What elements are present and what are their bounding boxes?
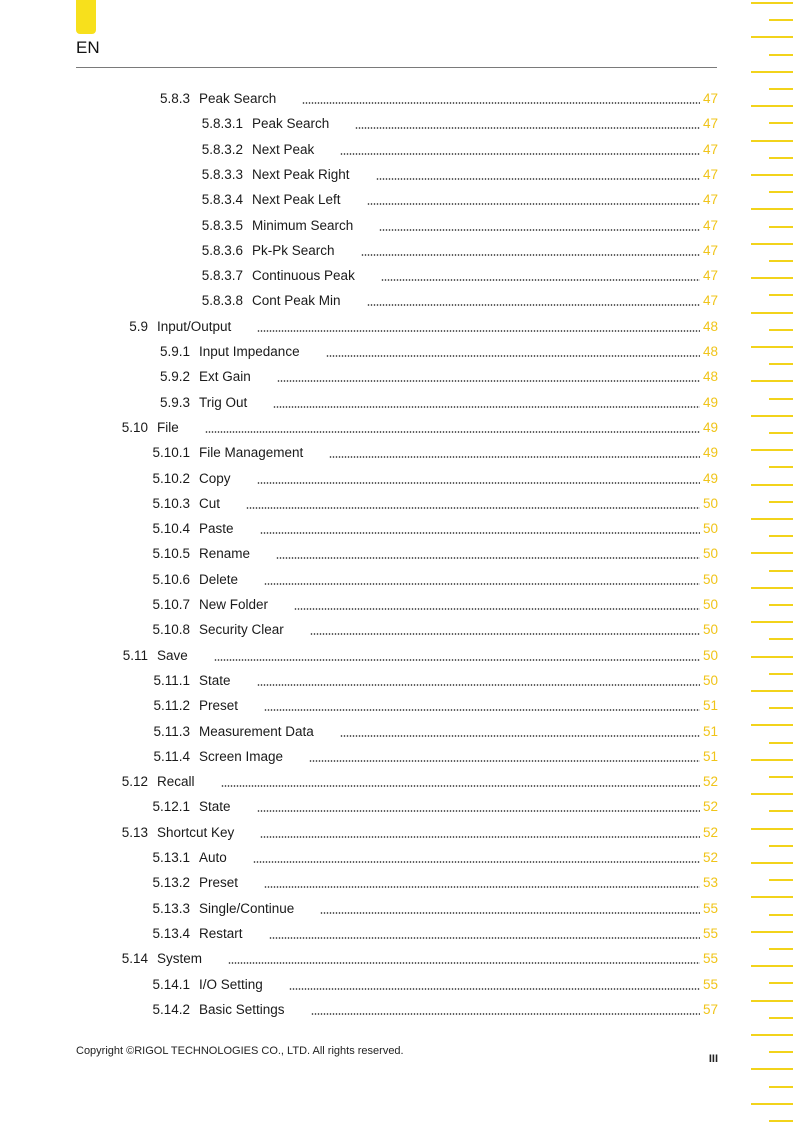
toc-entry[interactable] (0, 216, 793, 236)
toc-entry-number: 5.8.3.4 (201, 192, 243, 208)
toc-entry-title: Save (157, 647, 188, 663)
toc-entry-leader-dots (289, 988, 700, 990)
toc-entry-title: Security Clear (199, 622, 284, 638)
toc-entry-page-link[interactable]: 48 (702, 344, 718, 359)
toc-entry-number: 5.8.3.8 (201, 293, 243, 309)
toc-entry-number: 5.8.3 (159, 91, 190, 106)
page-number: III (708, 1053, 718, 1065)
toc-entry-leader-dots (260, 836, 700, 838)
toc-entry-page-link[interactable]: 50 (702, 546, 718, 562)
toc-entry-page-link[interactable]: 50 (702, 521, 718, 537)
toc-entry-leader-dots (294, 608, 700, 610)
toc-entry-title: Delete (199, 571, 239, 587)
toc-entry-leader-dots (264, 886, 700, 888)
ruler-tick (769, 1086, 793, 1088)
toc-entry-number: 5.10.7 (152, 597, 190, 612)
toc-entry-number: 5.11.1 (153, 672, 190, 688)
toc-entry-page-link[interactable]: 47 (702, 141, 718, 157)
toc-entry-leader-dots (329, 456, 700, 458)
toc-entry-leader-dots (326, 355, 700, 357)
toc-entry-leader-dots (246, 507, 700, 509)
toc-entry-page-link[interactable]: 49 (702, 445, 718, 461)
toc-entry[interactable] (0, 646, 793, 666)
toc-entry-page-link[interactable]: 52 (702, 850, 718, 865)
toc-entry-leader-dots (257, 684, 700, 686)
toc-entry-number: 5.8.3.2 (201, 141, 243, 157)
toc-entry-leader-dots (367, 304, 700, 306)
toc-entry[interactable] (0, 367, 793, 387)
toc-entry-title: Cut (199, 495, 221, 511)
ruler-tick (751, 36, 793, 38)
toc-entry-number: 5.11.4 (153, 748, 190, 764)
toc-entry-leader-dots (309, 760, 700, 762)
toc-entry-number: 5.9.1 (159, 344, 190, 359)
toc-entry-page-link[interactable]: 47 (702, 166, 718, 182)
toc-entry[interactable] (0, 975, 793, 995)
toc-entry-page-link[interactable]: 50 (702, 647, 718, 663)
toc-entry-title: State (199, 672, 231, 688)
toc-entry[interactable] (0, 899, 793, 919)
toc-entry-title: State (199, 799, 231, 815)
toc-entry-number: 5.8.3.5 (201, 217, 243, 233)
toc-entry-page-link[interactable]: 48 (702, 318, 718, 334)
toc-entry-leader-dots (340, 153, 700, 155)
toc-entry-title: Paste (199, 521, 234, 537)
toc-entry-number: 5.10.6 (152, 571, 190, 587)
toc-entry-leader-dots (269, 937, 700, 939)
toc-entry-number: 5.14.1 (152, 976, 190, 992)
ruler-tick (751, 1068, 793, 1070)
toc-entry[interactable] (0, 570, 793, 590)
toc-entry[interactable] (0, 443, 793, 463)
toc-entry-page-link[interactable]: 50 (702, 622, 718, 638)
toc-entry-page-link[interactable]: 47 (702, 293, 718, 309)
toc-entry-title: Restart (199, 925, 243, 941)
toc-entry-title: Rename (199, 546, 251, 562)
toc-entry-leader-dots (311, 1013, 700, 1015)
toc-entry-leader-dots (260, 532, 700, 534)
toc-entry-leader-dots (264, 709, 700, 711)
toc-entry-page-link[interactable]: 51 (702, 723, 718, 739)
toc-entry-title: Minimum Search (252, 217, 354, 233)
toc-entry-title: File Management (199, 445, 304, 461)
ruler-tick (769, 363, 793, 365)
toc-entry-number: 5.10.4 (152, 521, 190, 537)
toc-entry-page-link[interactable]: 52 (702, 824, 718, 840)
toc-entry-title: Preset (199, 698, 239, 714)
toc-entry-title: Ext Gain (199, 369, 251, 385)
toc-entry-number: 5.9.2 (159, 369, 190, 385)
toc-entry-page-link[interactable]: 50 (702, 597, 718, 612)
toc-entry-leader-dots (367, 203, 700, 205)
ruler-tick (751, 2, 793, 4)
ruler-tick (751, 71, 793, 73)
ruler-tick (751, 312, 793, 314)
toc-entry[interactable] (0, 165, 793, 185)
toc-entry[interactable] (0, 848, 793, 868)
toc-entry[interactable] (0, 469, 793, 489)
toc-entry-number: 5.8.3.7 (201, 268, 243, 284)
toc-entry[interactable] (0, 949, 793, 969)
toc-entry-number: 5.14.2 (152, 1001, 190, 1017)
toc-entry-page-link[interactable]: 49 (702, 394, 718, 410)
header-divider (76, 67, 717, 68)
toc-entry-page-link[interactable]: 47 (702, 116, 718, 132)
toc-entry-number: 5.13.1 (152, 850, 190, 865)
toc-entry-page-link[interactable]: 55 (702, 925, 718, 941)
toc-entry[interactable] (0, 393, 793, 413)
toc-entry-page-link[interactable]: 51 (702, 698, 718, 714)
toc-entry-number: 5.12 (121, 774, 148, 790)
toc-entry-page-link[interactable]: 49 (702, 470, 718, 486)
toc-entry-number: 5.13.2 (152, 875, 190, 891)
toc-entry-number: 5.8.3.1 (201, 116, 243, 132)
toc-entry[interactable] (0, 317, 793, 337)
toc-entry-title: Basic Settings (199, 1001, 285, 1017)
toc-entry-leader-dots (355, 127, 700, 129)
toc-entry-leader-dots (264, 583, 700, 585)
toc-entry-leader-dots (320, 912, 700, 914)
toc-entry-title: File (157, 419, 179, 435)
ruler-tick (751, 1034, 793, 1036)
toc-entry-number: 5.10 (121, 419, 148, 435)
toc-entry[interactable] (0, 823, 793, 843)
toc-entry-number: 5.11.2 (153, 698, 190, 714)
ruler-tick (769, 742, 793, 744)
toc-entry-leader-dots (310, 633, 700, 635)
toc-entry[interactable] (0, 418, 793, 438)
toc-entry-title: Pk-Pk Search (252, 242, 335, 258)
toc-entry-number: 5.13 (121, 824, 148, 840)
toc-entry-page-link[interactable]: 53 (702, 875, 718, 891)
toc-entry-number: 5.8.3.3 (201, 166, 243, 182)
toc-entry-title: Auto (199, 850, 227, 865)
toc-entry-leader-dots (340, 735, 700, 737)
toc-entry[interactable] (0, 519, 793, 539)
toc-entry-leader-dots (276, 557, 700, 559)
toc-entry[interactable] (0, 671, 793, 691)
toc-entry[interactable] (0, 620, 793, 640)
toc-entry-number: 5.14 (121, 951, 148, 967)
toc-entry-number: 5.10.3 (152, 495, 190, 511)
toc-entry-title: Screen Image (199, 748, 284, 764)
ruler-tick (751, 415, 793, 417)
toc-entry-page-link[interactable]: 47 (702, 91, 718, 106)
toc-entry-page-link[interactable]: 52 (702, 774, 718, 790)
ruler-tick (751, 1103, 793, 1105)
copyright-text: Copyright ©RIGOL TECHNOLOGIES CO., LTD. All rights reserved. (76, 1045, 404, 1057)
toc-entry-leader-dots (273, 406, 700, 408)
toc-entry-title: Input Impedance (199, 344, 300, 359)
toc-entry-title: Continuous Peak (252, 268, 355, 284)
toc-entry-title: Next Peak (252, 141, 315, 157)
ruler-tick (769, 54, 793, 56)
toc-entry-title: System (157, 951, 203, 967)
toc-entry-number: 5.10.8 (152, 622, 190, 638)
toc-entry-leader-dots (214, 659, 700, 661)
toc-entry-page-link[interactable]: 51 (702, 748, 718, 764)
toc-entry[interactable] (0, 595, 793, 615)
toc-entry-leader-dots (361, 254, 700, 256)
toc-entry-leader-dots (379, 229, 700, 231)
toc-entry[interactable] (0, 544, 793, 564)
language-tab-marker (76, 0, 96, 34)
toc-entry[interactable] (0, 873, 793, 893)
toc-entry-leader-dots (253, 861, 700, 863)
toc-entry-number: 5.11.3 (153, 723, 190, 739)
toc-entry-number: 5.10.5 (152, 546, 190, 562)
toc-entry-leader-dots (257, 330, 700, 332)
toc-entry-leader-dots (257, 482, 700, 484)
toc-entry-leader-dots (205, 431, 700, 433)
toc-entry-page-link[interactable]: 48 (702, 369, 718, 385)
toc-entry-number: 5.9.3 (159, 394, 190, 410)
toc-entry-title: I/O Setting (199, 976, 263, 992)
toc-entry-page-link[interactable]: 50 (702, 495, 718, 511)
toc-entry-number: 5.12.1 (152, 799, 190, 815)
toc-entry[interactable] (0, 494, 793, 514)
toc-entry[interactable] (0, 114, 793, 134)
toc-entry-leader-dots (302, 102, 700, 104)
toc-entry-number: 5.10.2 (152, 470, 190, 486)
toc-entry-title: New Folder (199, 597, 269, 612)
toc-entry-leader-dots (381, 279, 700, 281)
toc-entry-page-link[interactable]: 52 (702, 799, 718, 815)
toc-entry[interactable] (0, 89, 793, 109)
toc-entry-number: 5.10.1 (152, 445, 190, 461)
toc-entry-leader-dots (221, 785, 700, 787)
toc-entry-leader-dots (376, 178, 700, 180)
toc-entry[interactable] (0, 722, 793, 742)
toc-entry-title: Next Peak Left (252, 192, 341, 208)
toc-entry[interactable] (0, 772, 793, 792)
toc-entry-leader-dots (277, 380, 700, 382)
toc-entry[interactable] (0, 140, 793, 160)
language-label: EN (76, 38, 100, 57)
toc-entry-leader-dots (228, 962, 700, 964)
ruler-tick (769, 19, 793, 21)
ruler-tick (769, 1051, 793, 1053)
toc-entry[interactable] (0, 1000, 793, 1020)
toc-entry[interactable] (0, 342, 793, 362)
toc-entry-title: Peak Search (252, 116, 330, 132)
toc-entry[interactable] (0, 696, 793, 716)
ruler-tick (751, 793, 793, 795)
toc-entry-leader-dots (257, 810, 700, 812)
toc-entry-title: Next Peak Right (252, 166, 350, 182)
toc-entry-title: Preset (199, 875, 239, 891)
toc-entry[interactable] (0, 747, 793, 767)
toc-entry-page-link[interactable]: 57 (702, 1001, 718, 1017)
toc-entry-title: Recall (157, 774, 195, 790)
toc-entry-title: Cont Peak Min (252, 293, 341, 309)
toc-entry-title: Input/Output (157, 318, 232, 334)
toc-entry-number: 5.9 (129, 318, 148, 334)
toc-entry[interactable] (0, 241, 793, 261)
toc-entry-page-link[interactable]: 55 (702, 900, 718, 916)
ruler-tick (769, 845, 793, 847)
toc-entry-title: Copy (199, 470, 231, 486)
toc-entry-page-link[interactable]: 50 (702, 571, 718, 587)
toc-entry-title: Measurement Data (199, 723, 314, 739)
toc-entry-title: Peak Search (199, 91, 277, 106)
toc-entry-page-link[interactable]: 47 (702, 268, 718, 284)
toc-entry-number: 5.8.3.6 (201, 242, 243, 258)
toc-entry-title: Shortcut Key (157, 824, 235, 840)
toc-entry-page-link[interactable]: 47 (702, 242, 718, 258)
toc-entry-page-link[interactable]: 50 (702, 672, 718, 688)
toc-entry-number: 5.13.3 (152, 900, 190, 916)
toc-entry-page-link[interactable]: 47 (702, 217, 718, 233)
toc-entry-page-link[interactable]: 47 (702, 192, 718, 208)
toc-entry[interactable] (0, 797, 793, 817)
toc-entry[interactable] (0, 291, 793, 311)
toc-entry-page-link[interactable]: 55 (702, 976, 718, 992)
toc-entry-title: Trig Out (199, 394, 248, 410)
toc-entry-page-link[interactable]: 55 (702, 951, 718, 967)
toc-entry-number: 5.13.4 (152, 925, 190, 941)
toc-entry[interactable] (0, 924, 793, 944)
toc-entry[interactable] (0, 266, 793, 286)
toc-entry-title: Single/Continue (199, 900, 295, 916)
toc-entry-page-link[interactable]: 49 (702, 419, 718, 435)
toc-entry[interactable] (0, 190, 793, 210)
toc-entry-number: 5.11 (122, 647, 148, 663)
